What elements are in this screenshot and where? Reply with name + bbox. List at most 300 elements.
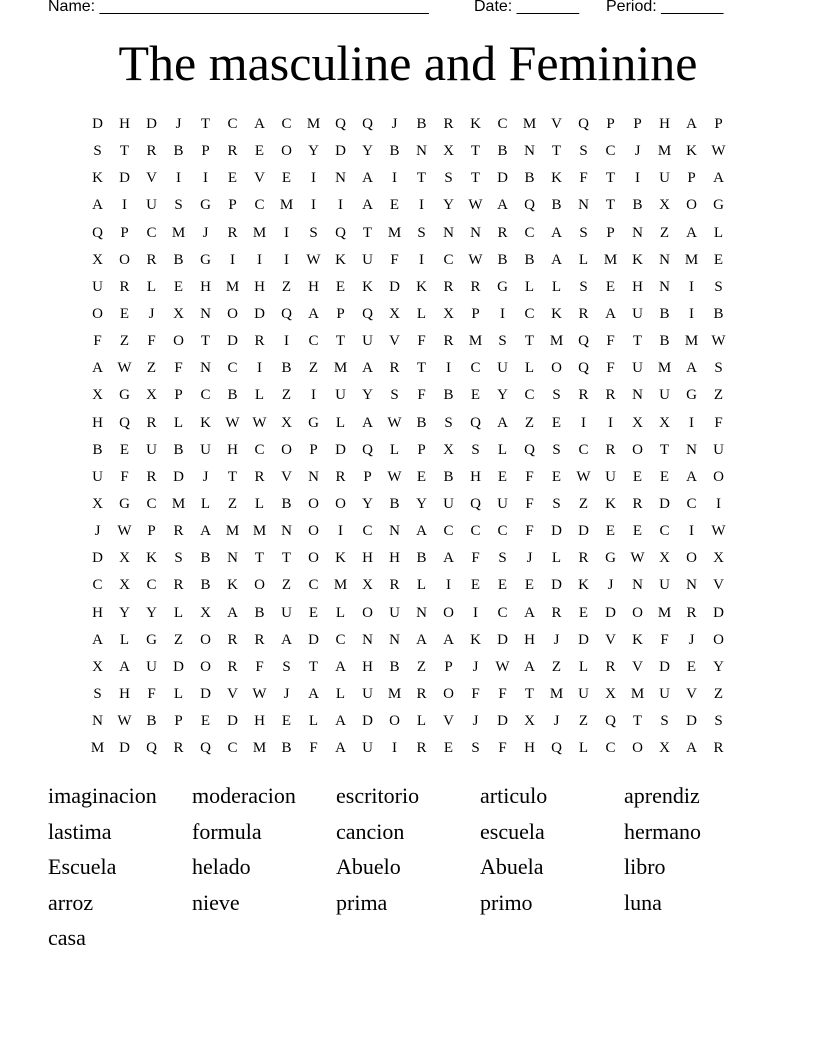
grid-letter: L bbox=[335, 414, 346, 431]
grid-letter: Z bbox=[281, 577, 292, 594]
grid-letter: Y bbox=[119, 604, 130, 621]
grid-letter: A bbox=[551, 251, 562, 268]
grid-letter: R bbox=[173, 740, 184, 757]
grid-letter: D bbox=[92, 550, 103, 567]
grid-letter: R bbox=[227, 658, 238, 675]
grid-letter: J bbox=[148, 305, 155, 322]
word-bank-item: prima bbox=[336, 889, 388, 915]
grid-letter: F bbox=[390, 251, 399, 268]
grid-letter: S bbox=[714, 278, 723, 295]
grid-letter: R bbox=[578, 550, 589, 567]
grid-letter: R bbox=[173, 577, 184, 594]
grid-letter: O bbox=[227, 305, 238, 322]
grid-letter: G bbox=[605, 550, 616, 567]
grid-letter: N bbox=[524, 143, 535, 160]
grid-letter: M bbox=[333, 360, 348, 377]
grid-letter: O bbox=[362, 604, 373, 621]
grid-letter: T bbox=[551, 143, 562, 160]
grid-letter: B bbox=[389, 143, 400, 160]
grid-letter: L bbox=[308, 713, 319, 730]
grid-letter: T bbox=[470, 170, 481, 187]
grid-letter: A bbox=[416, 631, 427, 648]
grid-letter: Q bbox=[200, 740, 211, 757]
grid-letter: H bbox=[659, 116, 670, 132]
grid-letter: B bbox=[389, 658, 400, 675]
grid-letter: X bbox=[281, 414, 292, 431]
grid-letter: Q bbox=[605, 713, 616, 730]
grid-letter: K bbox=[470, 631, 481, 648]
grid-letter: B bbox=[524, 170, 535, 187]
grid-letter: C bbox=[308, 333, 319, 350]
grid-letter: S bbox=[579, 278, 588, 295]
grid-letter: N bbox=[416, 143, 427, 160]
grid-letter: A bbox=[497, 414, 508, 431]
grid-letter: E bbox=[119, 305, 130, 322]
word-bank-item: lastima bbox=[48, 818, 112, 844]
grid-letter: C bbox=[308, 577, 319, 594]
grid-letter: B bbox=[551, 197, 562, 214]
grid-letter: Q bbox=[92, 224, 103, 241]
grid-letter: P bbox=[174, 387, 183, 404]
grid-letter: Y bbox=[713, 658, 724, 675]
grid-letter: B bbox=[416, 550, 427, 567]
grid-letter: O bbox=[632, 441, 643, 458]
grid-letter: Q bbox=[362, 116, 373, 132]
grid-letter: Q bbox=[362, 441, 373, 458]
grid-letter: F bbox=[579, 170, 588, 187]
grid-letter: E bbox=[227, 170, 238, 187]
grid-letter: U bbox=[605, 468, 616, 485]
grid-letter: Q bbox=[146, 740, 157, 757]
grid-letter: L bbox=[578, 740, 589, 757]
word-bank-item: casa bbox=[48, 925, 86, 951]
grid-letter: E bbox=[605, 278, 616, 295]
grid-letter: S bbox=[309, 224, 318, 241]
grid-letter: W bbox=[387, 414, 402, 431]
grid-letter: I bbox=[203, 170, 208, 187]
grid-letter: U bbox=[632, 360, 643, 377]
grid-letter: B bbox=[281, 360, 292, 377]
grid-letter: N bbox=[686, 577, 697, 594]
grid-letter: S bbox=[471, 740, 480, 757]
grid-letter: W bbox=[252, 685, 267, 702]
word-bank-item: helado bbox=[192, 854, 251, 880]
grid-letter: R bbox=[389, 577, 400, 594]
grid-letter: D bbox=[308, 631, 319, 648]
grid-letter: O bbox=[713, 631, 724, 648]
grid-letter: C bbox=[686, 495, 697, 512]
grid-letter: R bbox=[173, 523, 184, 540]
grid-letter: R bbox=[146, 414, 157, 431]
grid-letter: D bbox=[119, 170, 130, 187]
grid-letter: R bbox=[227, 143, 238, 160]
grid-letter: X bbox=[605, 685, 616, 702]
word-bank-item: articulo bbox=[480, 783, 548, 808]
grid-letter: W bbox=[630, 550, 645, 567]
grid-letter: U bbox=[362, 251, 373, 268]
grid-letter: X bbox=[146, 387, 157, 404]
grid-letter: L bbox=[713, 224, 724, 241]
grid-letter: X bbox=[443, 143, 454, 160]
grid-letter: F bbox=[147, 685, 156, 702]
grid-letter: C bbox=[578, 441, 589, 458]
grid-letter: A bbox=[686, 740, 697, 757]
grid-letter: R bbox=[605, 658, 616, 675]
grid-letter: C bbox=[146, 224, 157, 241]
grid-letter: U bbox=[146, 658, 157, 675]
grid-letter: N bbox=[416, 604, 427, 621]
grid-letter: I bbox=[284, 224, 289, 241]
grid-letter: P bbox=[120, 224, 129, 241]
grid-letter: U bbox=[362, 740, 373, 757]
grid-letter: C bbox=[524, 224, 535, 241]
grid-letter: A bbox=[416, 523, 427, 540]
grid-letter: T bbox=[524, 333, 535, 350]
grid-letter: C bbox=[659, 523, 670, 540]
grid-letter: B bbox=[281, 495, 292, 512]
grid-letter: T bbox=[119, 143, 130, 160]
grid-letter: M bbox=[468, 333, 483, 350]
grid-letter: D bbox=[497, 170, 508, 187]
grid-letter: H bbox=[470, 468, 481, 485]
grid-letter: K bbox=[605, 495, 616, 512]
grid-letter: G bbox=[200, 197, 211, 214]
grid-letter: P bbox=[174, 713, 183, 730]
grid-letter: F bbox=[417, 387, 426, 404]
grid-letter: T bbox=[605, 170, 616, 187]
grid-letter: I bbox=[284, 333, 289, 350]
grid-letter: R bbox=[254, 333, 265, 350]
grid-letter: N bbox=[200, 360, 211, 377]
grid-letter: I bbox=[257, 360, 262, 377]
grid-letter: O bbox=[551, 360, 562, 377]
grid-letter: U bbox=[146, 441, 157, 458]
word-bank-item: formula bbox=[192, 818, 262, 844]
worksheet-title: The masculine and Feminine bbox=[118, 35, 698, 91]
grid-letter: C bbox=[146, 577, 157, 594]
grid-letter: C bbox=[254, 197, 265, 214]
grid-letter: M bbox=[684, 251, 699, 268]
grid-letter: L bbox=[551, 550, 562, 567]
grid-letter: A bbox=[686, 116, 697, 132]
grid-letter: E bbox=[200, 713, 211, 730]
grid-letter: E bbox=[605, 523, 616, 540]
word-bank-item: moderacion bbox=[192, 783, 296, 808]
grid-letter: M bbox=[387, 685, 402, 702]
grid-letter: K bbox=[578, 577, 589, 594]
grid-letter: E bbox=[254, 143, 265, 160]
grid-letter: S bbox=[390, 387, 399, 404]
grid-letter: N bbox=[362, 631, 373, 648]
grid-letter: M bbox=[549, 685, 564, 702]
grid-letter: T bbox=[200, 116, 211, 132]
grid-letter: D bbox=[227, 713, 238, 730]
grid-letter: H bbox=[254, 713, 265, 730]
grid-letter: Z bbox=[659, 224, 670, 241]
word-bank-item: escritorio bbox=[336, 783, 420, 808]
grid-letter: L bbox=[578, 658, 589, 675]
grid-letter: H bbox=[362, 658, 373, 675]
word-bank-item: Abuelo bbox=[336, 854, 401, 880]
grid-letter: Q bbox=[119, 414, 130, 431]
grid-letter: F bbox=[606, 360, 615, 377]
grid-letter: T bbox=[362, 224, 373, 241]
grid-letter: B bbox=[200, 577, 211, 594]
grid-letter: V bbox=[254, 170, 265, 187]
grid-letter: O bbox=[632, 604, 643, 621]
grid-letter: C bbox=[443, 523, 454, 540]
grid-letter: F bbox=[147, 333, 156, 350]
grid-letter: C bbox=[497, 116, 508, 132]
grid-letter: I bbox=[257, 251, 262, 268]
grid-letter: U bbox=[497, 360, 508, 377]
grid-letter: A bbox=[92, 360, 103, 377]
grid-letter: C bbox=[146, 495, 157, 512]
grid-letter: X bbox=[659, 414, 670, 431]
grid-letter: W bbox=[468, 251, 483, 268]
grid-letter: K bbox=[416, 278, 427, 295]
grid-letter: L bbox=[416, 305, 427, 322]
grid-letter: Q bbox=[578, 333, 589, 350]
grid-letter: R bbox=[578, 305, 589, 322]
word-bank-item: nieve bbox=[192, 889, 240, 915]
grid-letter: N bbox=[308, 468, 319, 485]
grid-letter: H bbox=[227, 441, 238, 458]
grid-letter: Q bbox=[578, 116, 589, 132]
grid-letter: B bbox=[146, 713, 157, 730]
grid-letter: I bbox=[446, 577, 451, 594]
grid-letter: M bbox=[90, 740, 105, 757]
grid-letter: K bbox=[92, 170, 103, 187]
grid-letter: L bbox=[524, 360, 535, 377]
grid-letter: N bbox=[227, 550, 238, 567]
grid-letter: E bbox=[524, 577, 535, 594]
grid-letter: F bbox=[174, 360, 183, 377]
grid-letter: F bbox=[714, 414, 723, 431]
grid-letter: U bbox=[146, 197, 157, 214]
grid-letter: A bbox=[362, 197, 373, 214]
grid-letter: I bbox=[311, 170, 316, 187]
grid-letter: W bbox=[711, 333, 726, 350]
grid-letter: K bbox=[551, 170, 562, 187]
grid-letter: A bbox=[551, 224, 562, 241]
grid-letter: X bbox=[173, 305, 184, 322]
grid-letter: I bbox=[122, 197, 127, 214]
grid-letter: K bbox=[632, 251, 643, 268]
grid-letter: R bbox=[470, 278, 481, 295]
grid-letter: O bbox=[281, 143, 292, 160]
grid-letter: B bbox=[416, 414, 427, 431]
grid-letter: V bbox=[389, 333, 400, 350]
grid-letter: R bbox=[416, 740, 427, 757]
grid-letter: T bbox=[659, 441, 670, 458]
grid-letter: B bbox=[443, 468, 454, 485]
grid-letter: L bbox=[173, 685, 184, 702]
grid-letter: I bbox=[392, 740, 397, 757]
grid-letter: A bbox=[443, 631, 454, 648]
grid-letter: Z bbox=[524, 414, 535, 431]
word-search-grid bbox=[84, 114, 732, 765]
grid-letter: Q bbox=[524, 197, 535, 214]
grid-letter: B bbox=[443, 387, 454, 404]
grid-letter: R bbox=[497, 224, 508, 241]
grid-letter: W bbox=[225, 414, 240, 431]
grid-letter: S bbox=[471, 441, 480, 458]
grid-letter: A bbox=[686, 468, 697, 485]
grid-letter: S bbox=[93, 685, 102, 702]
grid-letter: V bbox=[281, 468, 292, 485]
grid-letter: T bbox=[281, 550, 292, 567]
grid-letter: O bbox=[308, 495, 319, 512]
grid-letter: M bbox=[603, 251, 618, 268]
grid-letter: C bbox=[227, 360, 238, 377]
grid-letter: I bbox=[176, 170, 181, 187]
grid-letter: R bbox=[713, 740, 724, 757]
grid-letter: W bbox=[306, 251, 321, 268]
word-bank-item: Escuela bbox=[48, 854, 117, 880]
grid-letter: L bbox=[200, 495, 211, 512]
grid-letter: I bbox=[311, 197, 316, 214]
grid-letter: L bbox=[254, 387, 265, 404]
grid-letter: I bbox=[473, 604, 478, 621]
grid-letter: U bbox=[443, 495, 454, 512]
grid-letter: F bbox=[309, 740, 318, 757]
grid-letter: C bbox=[524, 387, 535, 404]
grid-letter: W bbox=[468, 197, 483, 214]
grid-letter: F bbox=[660, 631, 669, 648]
grid-letter: T bbox=[605, 197, 616, 214]
grid-letter: E bbox=[659, 468, 670, 485]
grid-letter: N bbox=[335, 170, 346, 187]
grid-letter: H bbox=[524, 740, 535, 757]
grid-letter: Q bbox=[281, 305, 292, 322]
grid-letter: L bbox=[254, 495, 265, 512]
grid-letter: R bbox=[146, 143, 157, 160]
grid-letter: D bbox=[335, 143, 346, 160]
grid-letter: V bbox=[146, 170, 157, 187]
grid-letter: U bbox=[335, 387, 346, 404]
grid-letter: N bbox=[578, 197, 589, 214]
grid-letter: E bbox=[578, 604, 589, 621]
grid-letter: A bbox=[92, 631, 103, 648]
grid-letter: E bbox=[551, 468, 562, 485]
grid-letter: T bbox=[416, 170, 427, 187]
grid-letter: F bbox=[498, 740, 507, 757]
grid-letter: V bbox=[605, 631, 616, 648]
grid-letter: Z bbox=[281, 387, 292, 404]
grid-letter: X bbox=[92, 251, 103, 268]
grid-letter: B bbox=[92, 441, 103, 458]
grid-letter: V bbox=[551, 116, 562, 132]
grid-letter: A bbox=[119, 658, 130, 675]
grid-letter: T bbox=[632, 333, 643, 350]
grid-letter: E bbox=[497, 468, 508, 485]
grid-letter: H bbox=[200, 278, 211, 295]
grid-letter: G bbox=[119, 387, 130, 404]
grid-letter: E bbox=[470, 577, 481, 594]
grid-letter: N bbox=[632, 224, 643, 241]
grid-letter: A bbox=[92, 197, 103, 214]
grid-letter: E bbox=[281, 170, 292, 187]
word-bank-item: cancion bbox=[336, 818, 405, 844]
grid-letter: I bbox=[284, 251, 289, 268]
grid-letter: U bbox=[200, 441, 211, 458]
grid-letter: K bbox=[335, 550, 346, 567]
grid-letter: D bbox=[713, 604, 724, 621]
grid-letter: K bbox=[146, 550, 157, 567]
grid-letter: V bbox=[632, 658, 643, 675]
date-field-label: Date: _______ bbox=[474, 0, 579, 15]
grid-letter: E bbox=[632, 523, 643, 540]
grid-letter: V bbox=[686, 685, 697, 702]
grid-letter: X bbox=[200, 604, 211, 621]
grid-letter: E bbox=[443, 740, 454, 757]
grid-letter: N bbox=[443, 224, 454, 241]
grid-letter: M bbox=[279, 197, 294, 214]
grid-letter: P bbox=[687, 170, 696, 187]
grid-letter: N bbox=[632, 387, 643, 404]
grid-letter: U bbox=[362, 333, 373, 350]
grid-letter: Z bbox=[578, 495, 589, 512]
grid-letter: J bbox=[391, 116, 398, 132]
grid-letter: O bbox=[254, 577, 265, 594]
grid-letter: O bbox=[335, 495, 346, 512]
grid-letter: U bbox=[281, 604, 292, 621]
period-field-label: Period: _______ bbox=[606, 0, 724, 15]
grid-letter: C bbox=[443, 251, 454, 268]
grid-letter: E bbox=[308, 604, 319, 621]
grid-letter: E bbox=[416, 468, 427, 485]
grid-letter: S bbox=[552, 495, 561, 512]
word-bank-item: arroz bbox=[48, 889, 94, 915]
grid-letter: T bbox=[524, 685, 535, 702]
grid-letter: T bbox=[632, 713, 643, 730]
grid-letter: S bbox=[660, 713, 669, 730]
grid-letter: S bbox=[498, 333, 507, 350]
student-info-header bbox=[48, 0, 748, 20]
grid-letter: E bbox=[632, 468, 643, 485]
grid-letter: A bbox=[605, 305, 616, 322]
grid-letter: O bbox=[632, 740, 643, 757]
grid-letter: R bbox=[416, 685, 427, 702]
grid-letter: E bbox=[119, 441, 130, 458]
grid-letter: B bbox=[254, 604, 265, 621]
grid-letter: W bbox=[117, 713, 132, 730]
grid-letter: X bbox=[362, 577, 373, 594]
grid-letter: R bbox=[389, 360, 400, 377]
grid-letter: I bbox=[446, 360, 451, 377]
grid-letter: P bbox=[606, 224, 615, 241]
grid-letter: O bbox=[308, 523, 319, 540]
grid-letter: H bbox=[632, 278, 643, 295]
grid-letter: P bbox=[633, 116, 642, 132]
grid-letter: F bbox=[525, 468, 534, 485]
grid-letter: T bbox=[308, 658, 319, 675]
grid-letter: D bbox=[497, 631, 508, 648]
grid-letter: O bbox=[119, 251, 130, 268]
grid-letter: D bbox=[362, 713, 373, 730]
grid-letter: S bbox=[417, 224, 426, 241]
grid-letter: X bbox=[713, 550, 724, 567]
grid-letter: T bbox=[416, 360, 427, 377]
grid-letter: Y bbox=[443, 197, 454, 214]
word-bank-item: libro bbox=[624, 854, 666, 880]
grid-letter: O bbox=[443, 604, 454, 621]
grid-letter: N bbox=[92, 713, 103, 730]
grid-letter: A bbox=[308, 685, 319, 702]
grid-letter: O bbox=[173, 333, 184, 350]
grid-letter: T bbox=[335, 333, 346, 350]
